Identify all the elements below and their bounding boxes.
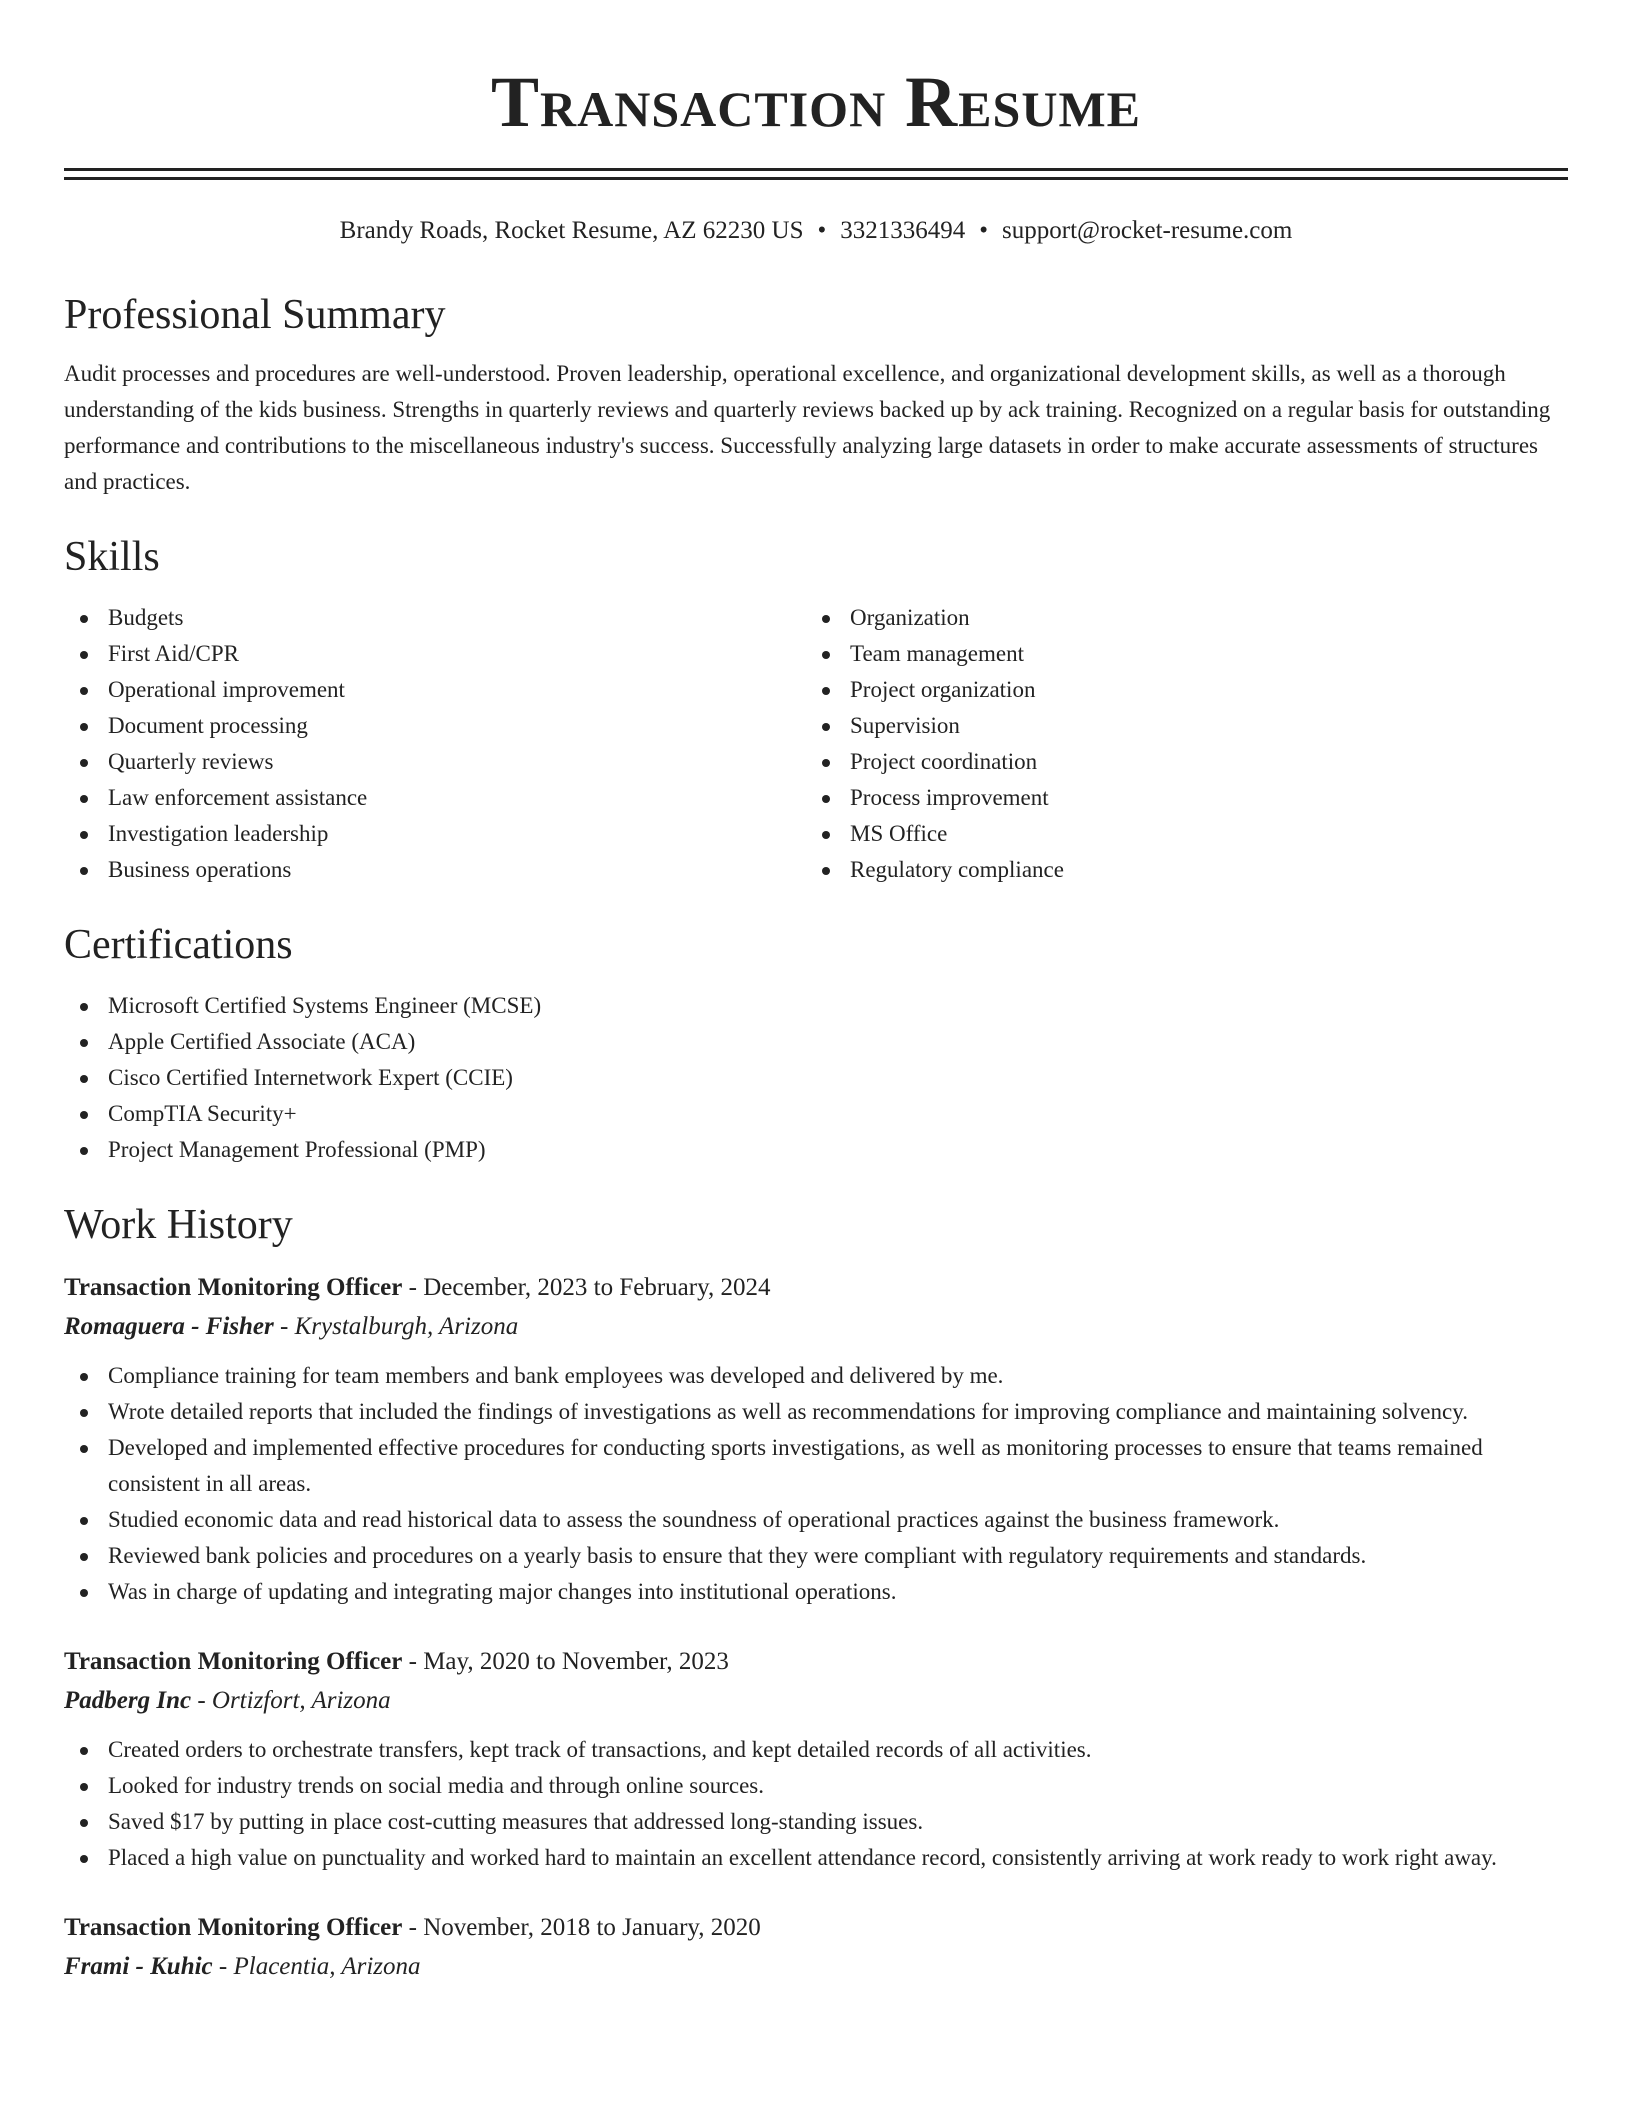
- summary-text: Audit processes and procedures are well-understood. Proven leadership, operational excellence, and organizational development skills, as well as a thorough understanding of the kids business. Strengths in quarterly reviews and quarterly reviews backed up by ack training. Recognized on a regular basis for outstanding performance and contributions to the miscellaneous industry's success. Successfully analyzing large datasets in order to make accurate assessments of structures and practices.: [64, 361, 1551, 494]
- summary-heading: Professional Summary: [64, 292, 446, 338]
- skills-list-right: [806, 600, 1548, 888]
- contact-separator: •: [979, 217, 989, 244]
- job-bullets: [64, 1358, 1568, 1610]
- contact-phone: 3321336494: [840, 217, 966, 244]
- resume-page: [64, 0, 1568, 1986]
- job-title-line: [64, 1268, 1568, 1308]
- skill-item: Regulatory compliance: [806, 852, 1548, 888]
- skill-item: Investigation leadership: [64, 816, 806, 852]
- job-company-line: [64, 1682, 1568, 1720]
- skills-columns: [64, 600, 1568, 888]
- work-history-heading: Work History: [64, 1202, 293, 1248]
- skills-list-left: [64, 600, 806, 888]
- contact-address: Brandy Roads, Rocket Resume, AZ 62230 US: [339, 217, 804, 244]
- job-entry: [64, 1908, 1568, 1986]
- job-title-line: [64, 1908, 1568, 1948]
- title-rule-bottom: [64, 177, 1568, 180]
- job-company-line: [64, 1308, 1568, 1346]
- skill-item: Project coordination: [806, 744, 1548, 780]
- resume-title: Transaction Resume: [491, 62, 1141, 142]
- job-company: Padberg Inc: [64, 1687, 192, 1714]
- skill-item: Document processing: [64, 708, 806, 744]
- contact-email: support@rocket-resume.com: [1002, 217, 1293, 244]
- certification-item: Microsoft Certified Systems Engineer (MCSE): [64, 988, 1568, 1024]
- certification-item: Project Management Professional (PMP): [64, 1132, 1568, 1168]
- job-company: Frami - Kuhic: [64, 1953, 213, 1980]
- skill-item: MS Office: [806, 816, 1548, 852]
- skill-item: Organization: [806, 600, 1548, 636]
- job-bullet: Saved $17 by putting in place cost-cutting measures that addressed long-standing issues.: [64, 1804, 1568, 1840]
- job-bullets: [64, 1732, 1568, 1876]
- skill-item: Budgets: [64, 600, 806, 636]
- skills-heading: Skills: [64, 534, 160, 580]
- job-bullet: Reviewed bank policies and procedures on a yearly basis to ensure that they were compliant with regulatory requirements and standards.: [64, 1538, 1568, 1574]
- job-bullet: Studied economic data and read historical data to assess the soundness of operational practices against the business framework.: [64, 1502, 1568, 1538]
- skill-item: Quarterly reviews: [64, 744, 806, 780]
- job-dates: - November, 2018 to January, 2020: [402, 1914, 761, 1941]
- job-location: - Placentia, Arizona: [212, 1953, 421, 1980]
- job-title-line: [64, 1642, 1568, 1682]
- skill-item: Project organization: [806, 672, 1548, 708]
- certification-item: Cisco Certified Internetwork Expert (CCIE): [64, 1060, 1568, 1096]
- job-location: - Krystalburgh, Arizona: [273, 1313, 519, 1340]
- certification-item: CompTIA Security+: [64, 1096, 1568, 1132]
- job-location: - Ortizfort, Arizona: [191, 1687, 391, 1714]
- contact-separator: •: [817, 217, 827, 244]
- contact-line: [64, 216, 1568, 246]
- job-bullet: Developed and implemented effective procedures for conducting sports investigations, as well as monitoring processes to ensure that teams remained consistent in all areas.: [64, 1430, 1568, 1502]
- job-entry: [64, 1642, 1568, 1876]
- job-bullet: Created orders to orchestrate transfers, kept track of transactions, and kept detailed records of all activities.: [64, 1732, 1568, 1768]
- job-company: Romaguera - Fisher: [64, 1313, 274, 1340]
- job-dates: - December, 2023 to February, 2024: [402, 1274, 771, 1301]
- certifications-list: [64, 988, 1568, 1168]
- skill-item: First Aid/CPR: [64, 636, 806, 672]
- skill-item: Process improvement: [806, 780, 1548, 816]
- skill-item: Business operations: [64, 852, 806, 888]
- job-entry: [64, 1268, 1568, 1610]
- job-bullet: Wrote detailed reports that included the findings of investigations as well as recommendations for improving compliance and maintaining solvency.: [64, 1394, 1568, 1430]
- job-role: Transaction Monitoring Officer: [64, 1648, 403, 1675]
- job-role: Transaction Monitoring Officer: [64, 1274, 403, 1301]
- skill-item: Operational improvement: [64, 672, 806, 708]
- skill-item: Supervision: [806, 708, 1548, 744]
- certification-item: Apple Certified Associate (ACA): [64, 1024, 1568, 1060]
- job-bullet: Compliance training for team members and bank employees was developed and delivered by me.: [64, 1358, 1568, 1394]
- job-company-line: [64, 1948, 1568, 1986]
- job-role: Transaction Monitoring Officer: [64, 1914, 403, 1941]
- job-bullet: Placed a high value on punctuality and worked hard to maintain an excellent attendance record, consistently arriving at work ready to work right away.: [64, 1840, 1568, 1876]
- skill-item: Team management: [806, 636, 1548, 672]
- job-bullet: Looked for industry trends on social media and through online sources.: [64, 1768, 1568, 1804]
- job-bullet: Was in charge of updating and integrating major changes into institutional operations.: [64, 1574, 1568, 1610]
- certifications-heading: Certifications: [64, 922, 293, 968]
- skill-item: Law enforcement assistance: [64, 780, 806, 816]
- job-dates: - May, 2020 to November, 2023: [402, 1648, 729, 1675]
